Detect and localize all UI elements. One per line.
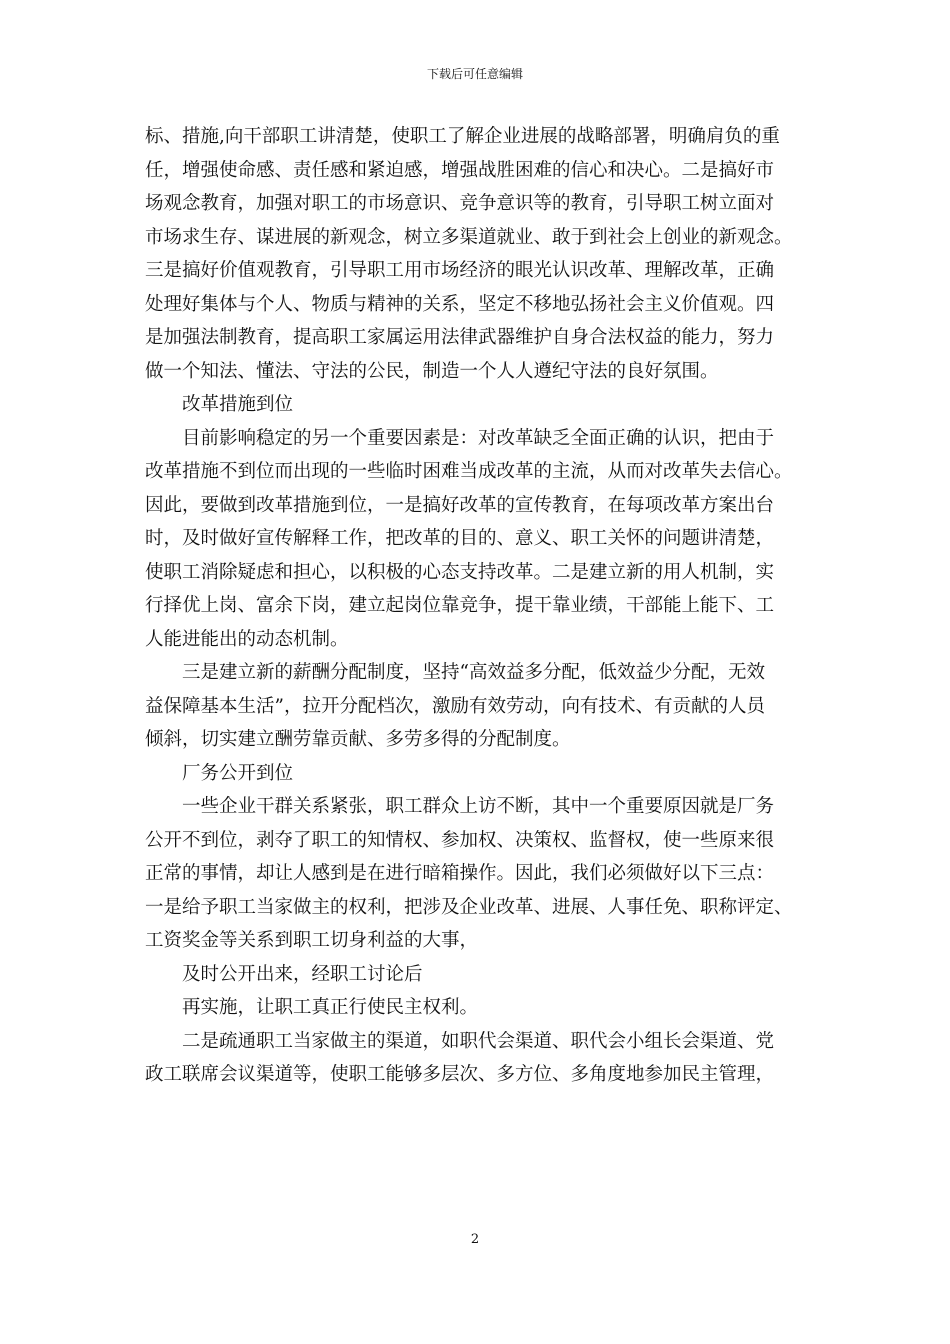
- text-line: 改革措施到位: [182, 394, 294, 415]
- text-line: 厂务公开到位: [182, 762, 294, 784]
- text-line: 倾斜，切实建立酬劳靠贡献、多劳多得的分配制度。: [145, 729, 571, 750]
- text-line: 工资奖金等关系到职工切身利益的大事，: [145, 930, 479, 951]
- text-line: 是加强法制教育，提高职工家属运用法律武器维护自身合法权益的能力，努力: [145, 327, 775, 348]
- text-line: 三是搞好价值观教育，引导职工用市场经济的眼光认识改革、理解改革，正确: [145, 260, 775, 281]
- text-line: 再实施，让职工真正行使民主权利。: [182, 997, 479, 1018]
- text-line: 及时公开出来，经职工讨论后: [182, 963, 423, 985]
- text-line: 使职工消除疑虑和担心，以积极的心态支持改革。二是建立新的用人机制，实: [145, 561, 775, 583]
- text-line: 行择优上岗、富余下岗，建立起岗位靠竞争，提干靠业绩，干部能上能下、工: [145, 595, 775, 616]
- text-line: 正常的事情，却让人感到是在进行暗箱操作。因此，我们必须做好以下三点：: [145, 863, 775, 884]
- text-line: 改革措施不到位而出现的一些临时困难当成改革的主流，从而对改革失去信心。: [145, 461, 793, 482]
- text-line: 三是建立新的薪酬分配制度，坚持“高效益多分配，低效益少分配，无效: [182, 662, 765, 683]
- text-line: 任，增强使命感、责任感和紧迫感，增强战胜困难的信心和决心。二是搞好市: [145, 159, 775, 181]
- text-line: 二是疏通职工当家做主的渠道，如职代会渠道、职代会小组长会渠道、党: [182, 1030, 775, 1052]
- text-line: 时，及时做好宣传解释工作，把改革的目的、意义、职工关怀的问题讲清楚，: [145, 528, 775, 549]
- text-line: 一是给予职工当家做主的权利，把涉及企业改革、进展、人事任免、职称评定、: [145, 896, 793, 918]
- text-line: 益保障基本生活”，拉开分配档次，激励有效劳动，向有技术、有贡献的人员: [145, 695, 765, 717]
- page-header: 下载后可任意编辑: [426, 67, 523, 81]
- text-line: 标、措施,向干部职工讲清楚，使职工了解企业进展的战略部署，明确肩负的重: [145, 126, 780, 147]
- text-line: 场观念教育，加强对职工的市场意识、竞争意识等的教育，引导职工树立面对: [145, 193, 775, 214]
- text-line: 目前影响稳定的另一个重要因素是：对改革缺乏全面正确的认识，把由于: [182, 427, 775, 449]
- text-line: 政工联席会议渠道等，使职工能够多层次、多方位、多角度地参加民主管理，: [145, 1064, 775, 1085]
- text-line: 一些企业干群关系紧张，职工群众上访不断，其中一个重要原因就是厂务: [182, 796, 775, 817]
- text-line: 因此，要做到改革措施到位，一是搞好改革的宣传教育，在每项改革方案出台: [145, 494, 775, 516]
- text-line: 人能进能出的动态机制。: [145, 628, 349, 650]
- document-body: [145, 120, 807, 1092]
- text-line: 做一个知法、懂法、守法的公民，制造一个人人遵纪守法的良好氛围。: [145, 360, 719, 382]
- page-number: 2: [470, 1232, 480, 1247]
- text-line: 公开不到位，剥夺了职工的知情权、参加权、决策权、监督权，使一些原来很: [145, 829, 775, 851]
- text-line: 市场求生存、谋进展的新观念，树立多渠道就业、敢于到社会上创业的新观念。: [145, 226, 793, 248]
- text-line: 处理好集体与个人、物质与精神的关系，坚定不移地弘扬社会主义价值观。四: [145, 293, 775, 315]
